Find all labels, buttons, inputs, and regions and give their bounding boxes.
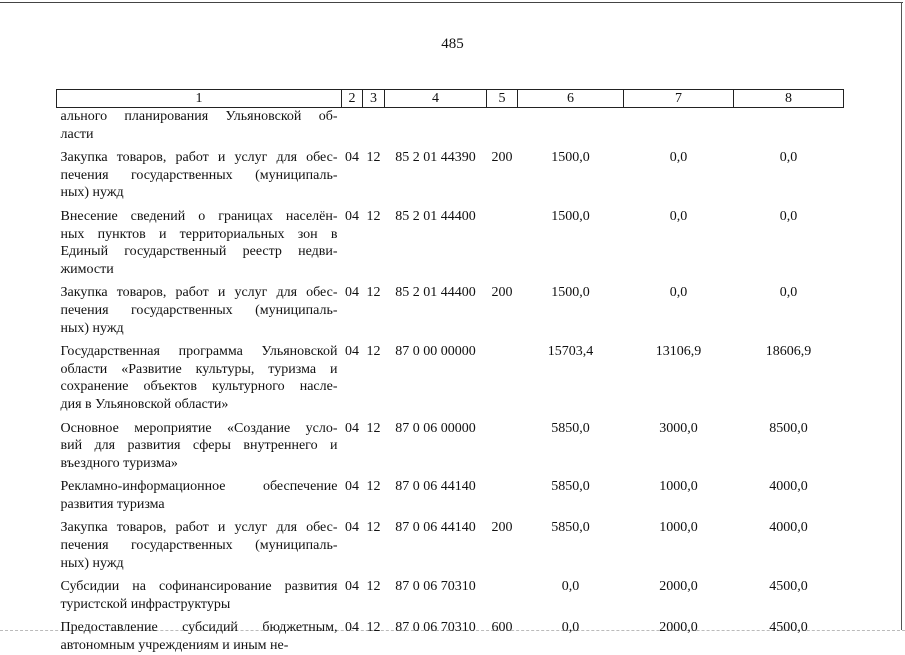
table-row — [57, 519, 844, 578]
amount-year-1: 1500,0 — [551, 285, 590, 301]
section-code: 04 — [345, 620, 359, 636]
section-code: 04 — [345, 150, 359, 166]
amount-year-3: 4000,0 — [769, 479, 808, 495]
expense-name — [57, 519, 342, 578]
target-article-code: 87 0 06 44140 — [395, 479, 476, 495]
subsection-code: 12 — [366, 150, 381, 166]
amount-year-2: 2000,0 — [659, 620, 698, 636]
amount-year-2 — [624, 108, 734, 150]
expense-name — [57, 284, 342, 343]
target-article-code: 87 0 06 70310 — [395, 620, 476, 636]
expense-type-code: 200 — [491, 285, 513, 301]
section-code: 04 — [345, 479, 359, 495]
column-header: 8 — [734, 90, 844, 108]
expense-name-line: ных пунктов и территориальных зон в — [60, 226, 338, 242]
column-header: 7 — [624, 90, 734, 108]
expense-type-code: 200 — [491, 150, 513, 166]
amount-year-3: 0,0 — [779, 285, 798, 301]
amount-year-3 — [734, 108, 844, 150]
page-number: 485 — [441, 36, 464, 52]
amount-year-1 — [518, 108, 624, 150]
expense-name-line: Предоставление субсидий бюджетным, — [60, 620, 338, 636]
amount-year-2: 3000,0 — [659, 420, 698, 436]
expense-name-line: Закупка товаров, работ и услуг для обес- — [60, 520, 338, 536]
amount-year-1: 5850,0 — [551, 479, 590, 495]
expense-name-line: Рекламно-информационное обеспечение — [60, 479, 338, 495]
expense-name — [57, 149, 342, 208]
expense-type-code: 600 — [491, 620, 513, 636]
table-row — [57, 578, 844, 619]
column-header: 6 — [518, 90, 624, 108]
amount-year-2: 1000,0 — [659, 479, 698, 495]
expense-name-line: автономным учреждениям и иным не- — [60, 638, 289, 654]
target-article-code — [385, 108, 487, 150]
expense-name-line: Закупка товаров, работ и услуг для обес- — [60, 150, 338, 166]
amount-year-2: 0,0 — [669, 208, 688, 224]
table-row — [57, 284, 844, 343]
expense-name-line: жимости — [60, 261, 114, 277]
section-code: 04 — [345, 285, 359, 301]
column-header: 2 — [342, 90, 363, 108]
expense-type-code — [487, 208, 518, 284]
amount-year-2: 0,0 — [669, 150, 688, 166]
expense-name-line: Единый государственный реестр недви- — [60, 244, 338, 260]
column-number-header — [57, 90, 844, 108]
amount-year-1: 15703,4 — [547, 344, 594, 360]
subsection-code: 12 — [366, 420, 381, 436]
subsection-code: 12 — [366, 285, 381, 301]
section-code: 04 — [345, 344, 359, 360]
amount-year-2: 0,0 — [669, 285, 688, 301]
expense-name — [57, 619, 342, 654]
section-code: 04 — [345, 208, 359, 224]
subsection-code: 12 — [366, 520, 381, 536]
table-row — [57, 108, 844, 150]
amount-year-3: 0,0 — [779, 150, 798, 166]
table-row — [57, 208, 844, 284]
section-code: 04 — [345, 420, 359, 436]
expense-name — [57, 108, 342, 150]
amount-year-3: 8500,0 — [769, 420, 808, 436]
expense-name-line: Внесение сведений о границах населён- — [60, 208, 338, 224]
expense-name-line: туристской инфраструктуры — [60, 596, 231, 612]
budget-table-body — [57, 90, 844, 655]
expense-name-line: ных) нужд — [60, 320, 124, 336]
budget-table — [56, 89, 844, 655]
expense-type-code — [487, 108, 518, 150]
expense-name-line: сохранение объектов культурного насле- — [60, 379, 338, 395]
section-code — [342, 108, 363, 150]
table-row — [57, 149, 844, 208]
expense-name-line: печения государственных (муниципаль- — [60, 167, 338, 183]
section-code: 04 — [345, 579, 359, 595]
amount-year-1: 1500,0 — [551, 208, 590, 224]
expense-type-code — [487, 478, 518, 519]
column-header: 5 — [487, 90, 518, 108]
expense-name-line: ального планирования Ульяновской об- — [60, 109, 338, 124]
expense-name-line: ных) нужд — [60, 555, 124, 571]
expense-type-code — [487, 578, 518, 619]
expense-name-line: Основное мероприятие «Создание усло- — [60, 420, 338, 436]
amount-year-1: 1500,0 — [551, 150, 590, 166]
expense-name — [57, 420, 342, 479]
target-article-code: 85 2 01 44400 — [395, 285, 476, 301]
expense-name — [57, 208, 342, 284]
expense-name — [57, 478, 342, 519]
expense-type-code — [487, 343, 518, 419]
expense-name-line: ласти — [60, 126, 94, 142]
target-article-code: 85 2 01 44390 — [395, 150, 476, 166]
expense-name-line: печения государственных (муниципаль- — [60, 302, 338, 318]
expense-type-code — [487, 420, 518, 479]
amount-year-1: 5850,0 — [551, 420, 590, 436]
amount-year-3: 4500,0 — [769, 579, 808, 595]
subsection-code: 12 — [366, 479, 381, 495]
expense-name-line: Закупка товаров, работ и услуг для обес- — [60, 285, 338, 301]
expense-name-line: области «Развитие культуры, туризма и — [60, 361, 338, 377]
amount-year-2: 2000,0 — [659, 579, 698, 595]
table-row — [57, 420, 844, 479]
subsection-code: 12 — [366, 344, 381, 360]
table-row — [57, 478, 844, 519]
expense-name-line: печения государственных (муниципаль- — [60, 538, 338, 554]
subsection-code: 12 — [366, 579, 381, 595]
subsection-code: 12 — [366, 208, 381, 224]
expense-name-line: вий для развития сферы внутреннего и — [60, 438, 338, 454]
target-article-code: 85 2 01 44400 — [395, 208, 476, 224]
amount-year-3: 4500,0 — [769, 620, 808, 636]
amount-year-1: 0,0 — [561, 620, 580, 636]
scan-frame-top — [0, 2, 903, 4]
subsection-code — [363, 108, 385, 150]
expense-name-line: ных) нужд — [60, 185, 124, 201]
expense-name-line: дия в Ульяновской области» — [60, 396, 229, 412]
expense-name-line: Субсидии на софинансирование развития — [60, 579, 338, 595]
amount-year-3: 18606,9 — [765, 344, 812, 360]
amount-year-3: 0,0 — [779, 208, 798, 224]
expense-name-line: въездного туризма» — [60, 455, 178, 471]
section-code: 04 — [345, 520, 359, 536]
amount-year-2: 13106,9 — [655, 344, 702, 360]
subsection-code: 12 — [366, 620, 381, 636]
expense-name-line: Государственная программа Ульяновской — [60, 344, 338, 360]
expense-name — [57, 578, 342, 619]
table-row — [57, 343, 844, 419]
scan-frame-right — [901, 2, 903, 630]
amount-year-1: 0,0 — [561, 579, 580, 595]
target-article-code: 87 0 06 44140 — [395, 520, 476, 536]
amount-year-2: 1000,0 — [659, 520, 698, 536]
table-row — [57, 619, 844, 654]
amount-year-1: 5850,0 — [551, 520, 590, 536]
target-article-code: 87 0 00 00000 — [395, 344, 476, 360]
column-header: 3 — [363, 90, 385, 108]
target-article-code: 87 0 06 00000 — [395, 420, 476, 436]
expense-name — [57, 343, 342, 419]
amount-year-3: 4000,0 — [769, 520, 808, 536]
column-header: 4 — [385, 90, 487, 108]
expense-name-line: развития туризма — [60, 496, 165, 512]
expense-type-code: 200 — [491, 520, 513, 536]
column-header: 1 — [57, 90, 342, 108]
target-article-code: 87 0 06 70310 — [395, 579, 476, 595]
